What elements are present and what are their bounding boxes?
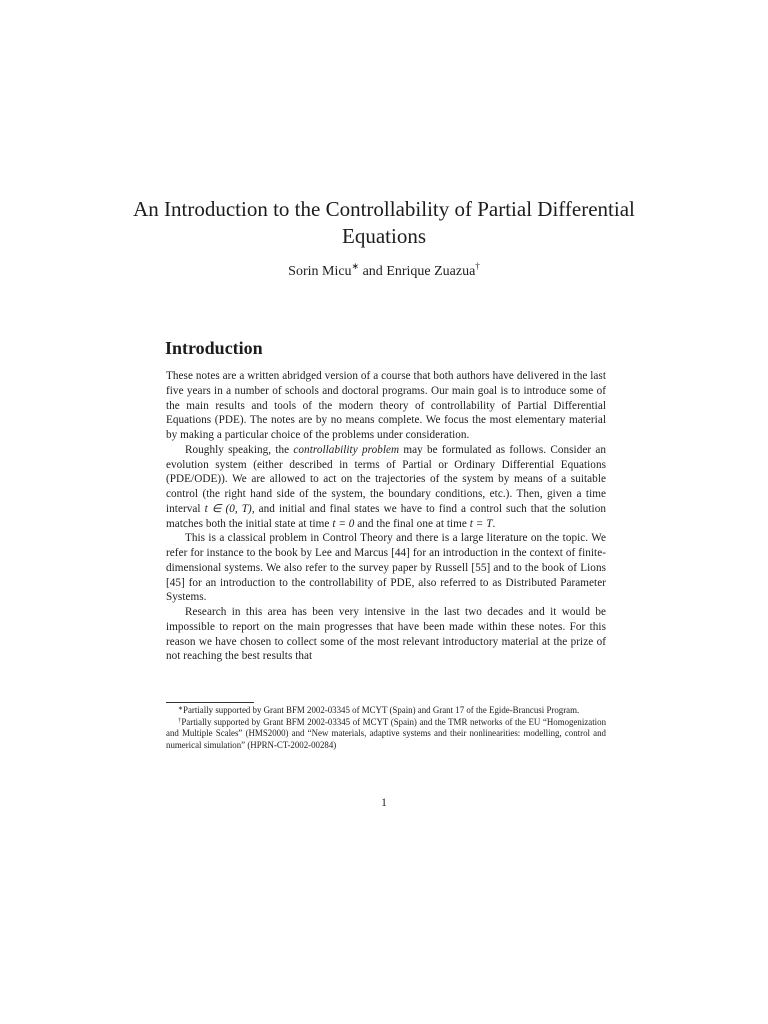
footnote-text: Partially supported by Grant BFM 2002-03345 of MCYT (Spain) and Grant 17 of the Egide-Brancusi Program. (183, 705, 580, 715)
math-expression: t ∈ (0, T) (204, 502, 252, 515)
author-line (120, 263, 648, 281)
text-run: and the final one at time (354, 517, 470, 530)
author-name: Enrique Zuazua (386, 264, 476, 279)
paper-title: An Introduction to the Controllability of Partial Differential Equations (133, 197, 635, 248)
author-connector: and (359, 264, 387, 279)
text-run: . (492, 517, 496, 530)
footnote-marker: ∗ (178, 706, 184, 712)
body-paragraph: This is a classical problem in Control Theory and there is a large literature on the topic. We refer for instance to the book by Lee and Marcus [44] for an introduction in the context of finite-dimensional systems. We also refer to the survey paper by Russell [55] and to the book of Lions [45] for an introduction to the controllability of PDE, also referred to as Distributed Parameter Systems. (166, 532, 606, 604)
text-run: , and initial and final states we have to find a control such that the solution matches both the initial state at time (166, 502, 606, 530)
emphasized-term: controllability problem (293, 443, 400, 456)
footnote (166, 705, 606, 717)
footnote-divider (166, 702, 254, 703)
section-heading: Introduction (165, 338, 263, 358)
footnote-marker: † (475, 261, 480, 271)
body-paragraph: These notes are a written abridged version of a course that both authors have delivered in the last five years in a number of schools and doctoral programs. Our main goal is to introduce some of the main results and tools of the modern theory of controllability of Partial Differential Equations (PDE). The notes are by no means complete. We focus the most elementary material by making a particular choice of the problems under consideration. (166, 370, 606, 441)
footnote-marker: † (178, 717, 182, 724)
footnote-text: Partially supported by Grant BFM 2002-03345 of MCYT (Spain) and the TMR networks of the EU “Homogenization and Multiple Scales” (HMS2000) and “New materials, adaptive systems and their nonlinearities: modelling, control and numerical simulation” (HPRN-CT-2002-00284) (166, 716, 607, 750)
section-body (166, 369, 606, 664)
math-expression: t = 0 (332, 517, 355, 530)
body-paragraph: Research in this area has been very intensive in the last two decades and it would be impossible to report on the main progresses that have been made within these notes. For this reason we have chosen to collect some of the most relevant introductory material at the prize of not reaching the best results that (166, 606, 606, 663)
footnotes (166, 705, 606, 751)
math-expression: t = T (469, 517, 493, 530)
text-run: Roughly speaking, the (185, 443, 294, 456)
footnote (166, 717, 606, 752)
footnote-marker: ∗ (351, 261, 360, 271)
text-run: may be formulated as follows. Consider an evolution system (either described in terms of Partial or Ordinary Differential Equations (PDE/ODE)). We are allowed to act on the trajectories of the system by means of a suitable control (the right hand side of the system, the boundary conditions, etc.). Then, given a time interval (166, 443, 607, 515)
page-number: 1 (381, 797, 387, 809)
author-name: Sorin Micu (288, 264, 352, 279)
body-paragraph (166, 443, 606, 532)
